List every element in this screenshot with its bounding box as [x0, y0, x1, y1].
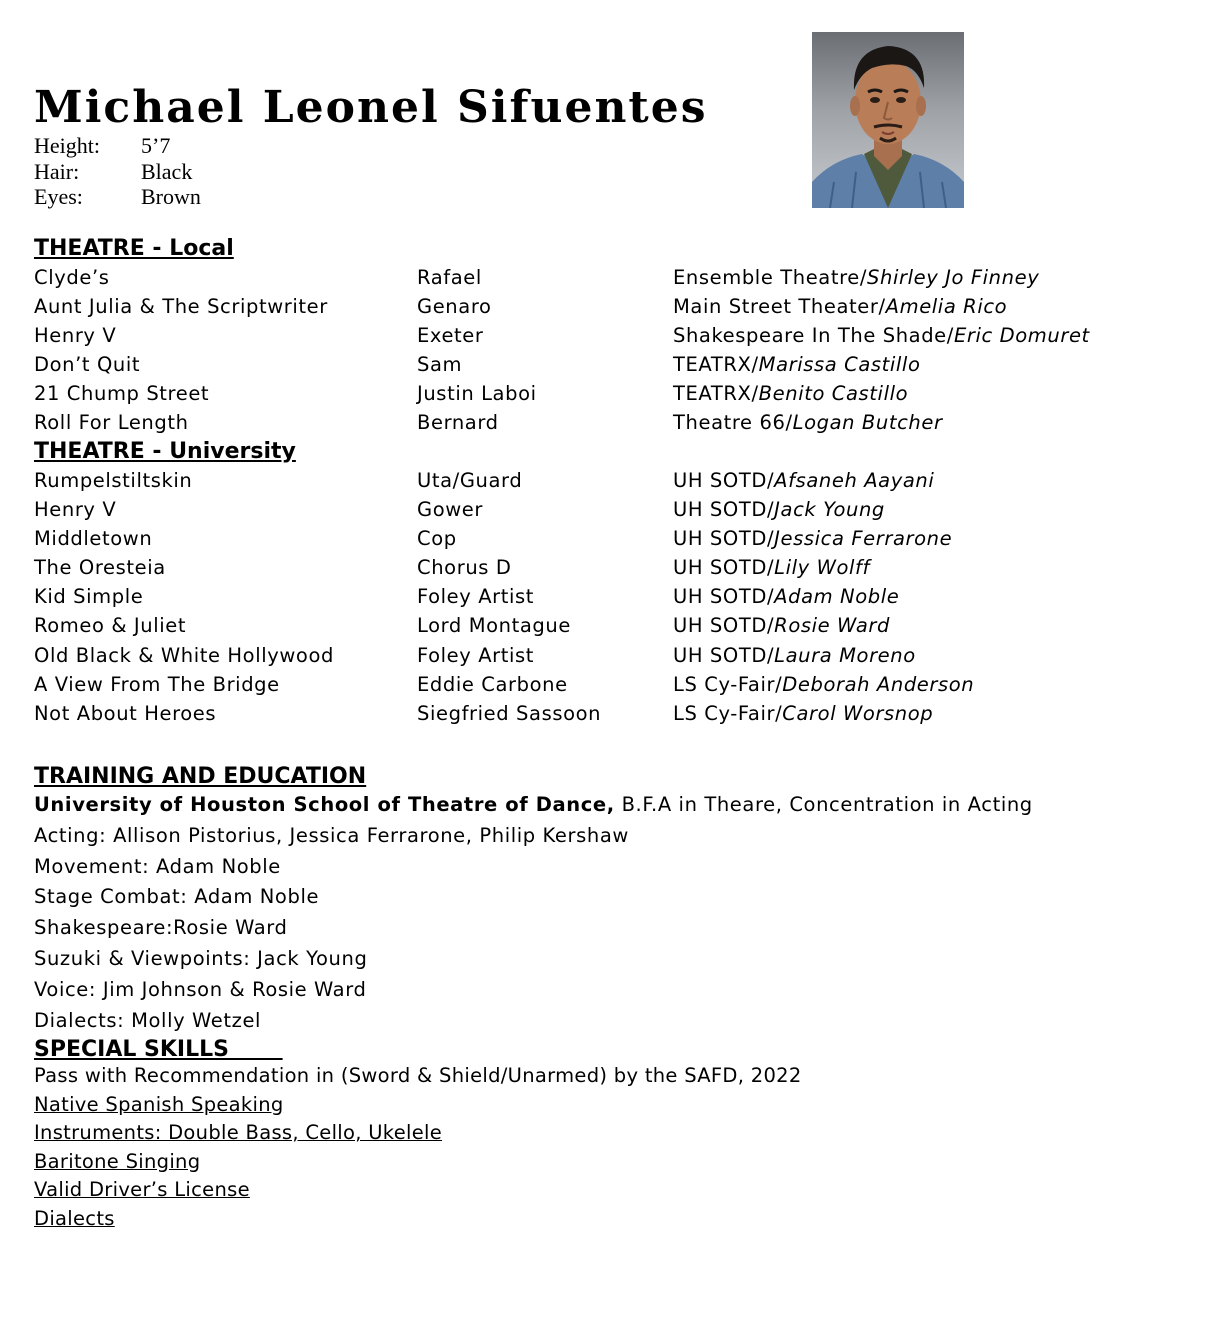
director-name: Lily Wolff [774, 556, 870, 580]
section-title-theatre-local: THEATRE - Local [34, 236, 234, 261]
stat-label: Hair: [34, 158, 80, 184]
credit-company [673, 553, 870, 582]
company-name: TEATRX/ [673, 382, 759, 405]
headshot-photo [812, 32, 964, 208]
credit-row [34, 582, 1184, 611]
credit-role: Justin Laboi [417, 382, 537, 405]
credit-row [34, 699, 1184, 728]
director-name: Marissa Castillo [758, 353, 921, 376]
stat-label: Eyes: [34, 184, 83, 209]
credit-role: Eddie Carbone [417, 672, 568, 696]
credit-show: Henry V [34, 498, 117, 522]
company-name: UH SOTD/ [673, 469, 775, 492]
company-name: UH SOTD/ [673, 643, 775, 667]
actor-name: Michael Leonel Sifuentes [34, 82, 708, 133]
credit-company [673, 611, 890, 640]
credit-show: Roll For Length [34, 411, 189, 434]
director-name: Afsaneh Aayani [774, 469, 935, 492]
credit-show: Middletown [34, 527, 153, 551]
credit-company [673, 379, 908, 408]
credit-role: Gower [417, 498, 484, 522]
skill-item [34, 1119, 802, 1148]
skill-text: Baritone Singing [34, 1149, 201, 1173]
credit-company [673, 263, 1039, 292]
credit-row [34, 524, 1184, 553]
credit-role: Chorus D [417, 556, 512, 580]
credit-role: Uta/Guard [417, 469, 523, 492]
credit-row [34, 495, 1184, 524]
credit-role: Exeter [417, 324, 484, 347]
company-name: UH SOTD/ [673, 527, 775, 551]
section-title-theatre-university: THEATRE - University [34, 439, 296, 464]
credit-role: Sam [417, 353, 463, 376]
theatre-university-credits [34, 466, 1184, 728]
credit-show: Kid Simple [34, 585, 144, 609]
skill-text: Dialects [34, 1206, 115, 1230]
company-name: UH SOTD/ [673, 585, 775, 609]
credit-row [34, 263, 1184, 292]
skill-item [34, 1148, 802, 1177]
theatre-local-credits [34, 263, 1184, 437]
credit-role: Lord Montague [417, 614, 571, 638]
credit-company [673, 699, 933, 728]
stat-value: Brown [141, 184, 201, 209]
credit-show: The Oresteia [34, 556, 166, 580]
skill-item [34, 1062, 802, 1091]
company-name: LS Cy-Fair/ [673, 672, 783, 696]
training-list [34, 790, 1194, 1036]
skill-item [34, 1176, 802, 1205]
director-name: Carol Worsnop [782, 701, 934, 725]
credit-company [673, 641, 916, 670]
credit-company [673, 408, 943, 437]
director-name: Adam Noble [774, 585, 900, 609]
credit-row [34, 553, 1184, 582]
credit-show: A View From The Bridge [34, 672, 280, 696]
credit-show: 21 Chump Street [34, 382, 210, 405]
education-line [34, 790, 1194, 821]
credit-role: Genaro [417, 295, 492, 318]
section-title-special-skills: SPECIAL SKILLS [34, 1037, 283, 1062]
credit-role: Rafael [417, 266, 482, 289]
credit-role: Foley Artist [417, 585, 535, 609]
company-name: TEATRX/ [673, 353, 759, 376]
credit-show: Rumpelstiltskin [34, 469, 193, 492]
skill-text: Valid Driver’s License [34, 1178, 250, 1202]
credit-row [34, 466, 1184, 495]
credit-role: Foley Artist [417, 643, 535, 667]
credit-company [673, 670, 974, 699]
stat-hair [34, 159, 201, 185]
training-line: Stage Combat: Adam Noble [34, 885, 320, 909]
director-name: Benito Castillo [758, 382, 909, 405]
director-name: Shirley Jo Finney [867, 266, 1040, 289]
credit-row [34, 611, 1184, 640]
credit-row [34, 350, 1184, 379]
skill-item [34, 1205, 802, 1234]
training-line: Dialects: Molly Wetzel [34, 1008, 262, 1032]
credit-row [34, 321, 1184, 350]
credit-role: Bernard [417, 411, 499, 434]
training-line: Acting: Allison Pistorius, Jessica Ferrarone, Philip Kershaw [34, 823, 629, 847]
director-name: Deborah Anderson [782, 672, 975, 696]
stat-height [34, 133, 201, 159]
credit-show: Not About Heroes [34, 701, 217, 725]
director-name: Rosie Ward [774, 614, 890, 638]
director-name: Laura Moreno [774, 643, 916, 667]
training-line: Voice: Jim Johnson & Rosie Ward [34, 977, 367, 1001]
credit-row [34, 641, 1184, 670]
credit-row [34, 670, 1184, 699]
credit-show: Old Black & White Hollywood [34, 643, 334, 667]
training-line: Suzuki & Viewpoints: Jack Young [34, 946, 368, 970]
skill-text: Instruments: Double Bass, Cello, Ukelele [34, 1121, 443, 1145]
credit-show: Aunt Julia & The Scriptwriter [34, 295, 328, 318]
credit-company [673, 524, 952, 553]
director-name: Amelia Rico [885, 295, 1008, 318]
credit-row [34, 379, 1184, 408]
section-title-training: TRAINING AND EDUCATION [34, 764, 367, 789]
skill-text: Native Spanish Speaking [34, 1092, 284, 1116]
credit-row [34, 292, 1184, 321]
director-name: Eric Domuret [953, 324, 1090, 347]
stat-eyes [34, 184, 201, 210]
company-name: UH SOTD/ [673, 556, 775, 580]
director-name: Jessica Ferrarone [774, 527, 953, 551]
director-name: Jack Young [774, 498, 885, 522]
credit-company [673, 582, 899, 611]
credit-show: Don’t Quit [34, 353, 141, 376]
headshot-illustration [812, 32, 964, 208]
company-name: Theatre 66/ [673, 411, 793, 434]
company-name: Main Street Theater/ [673, 295, 886, 318]
physical-stats [34, 133, 201, 210]
credit-company [673, 350, 921, 379]
stat-value: Black [141, 158, 193, 184]
credit-show: Romeo & Juliet [34, 614, 187, 638]
stat-label: Height: [34, 133, 100, 158]
school-name: University of Houston School of Theatre of Dance, [34, 793, 615, 816]
special-skills-list [34, 1062, 802, 1234]
training-line: Shakespeare:Rosie Ward [34, 916, 288, 940]
credit-role: Cop [417, 527, 457, 551]
company-name: LS Cy-Fair/ [673, 701, 783, 725]
degree: B.F.A in Theare, Concentration in Acting [614, 793, 1033, 816]
skill-text: Pass with Recommendation in (Sword & Shield/Unarmed) by the SAFD, 2022 [34, 1064, 802, 1087]
credit-show: Henry V [34, 324, 117, 347]
credit-show: Clyde’s [34, 266, 110, 289]
director-name: Logan Butcher [792, 411, 943, 434]
company-name: UH SOTD/ [673, 498, 775, 522]
skill-item [34, 1091, 802, 1120]
credit-company [673, 466, 934, 495]
credit-role: Siegfried Sassoon [417, 701, 602, 725]
company-name: UH SOTD/ [673, 614, 775, 638]
training-line: Movement: Adam Noble [34, 854, 281, 878]
credit-row [34, 408, 1184, 437]
stat-value: 5’7 [141, 133, 171, 158]
credit-company [673, 292, 1007, 321]
credit-company [673, 495, 885, 524]
credit-company [673, 321, 1090, 350]
company-name: Shakespeare In The Shade/ [673, 324, 954, 347]
company-name: Ensemble Theatre/ [673, 266, 868, 289]
